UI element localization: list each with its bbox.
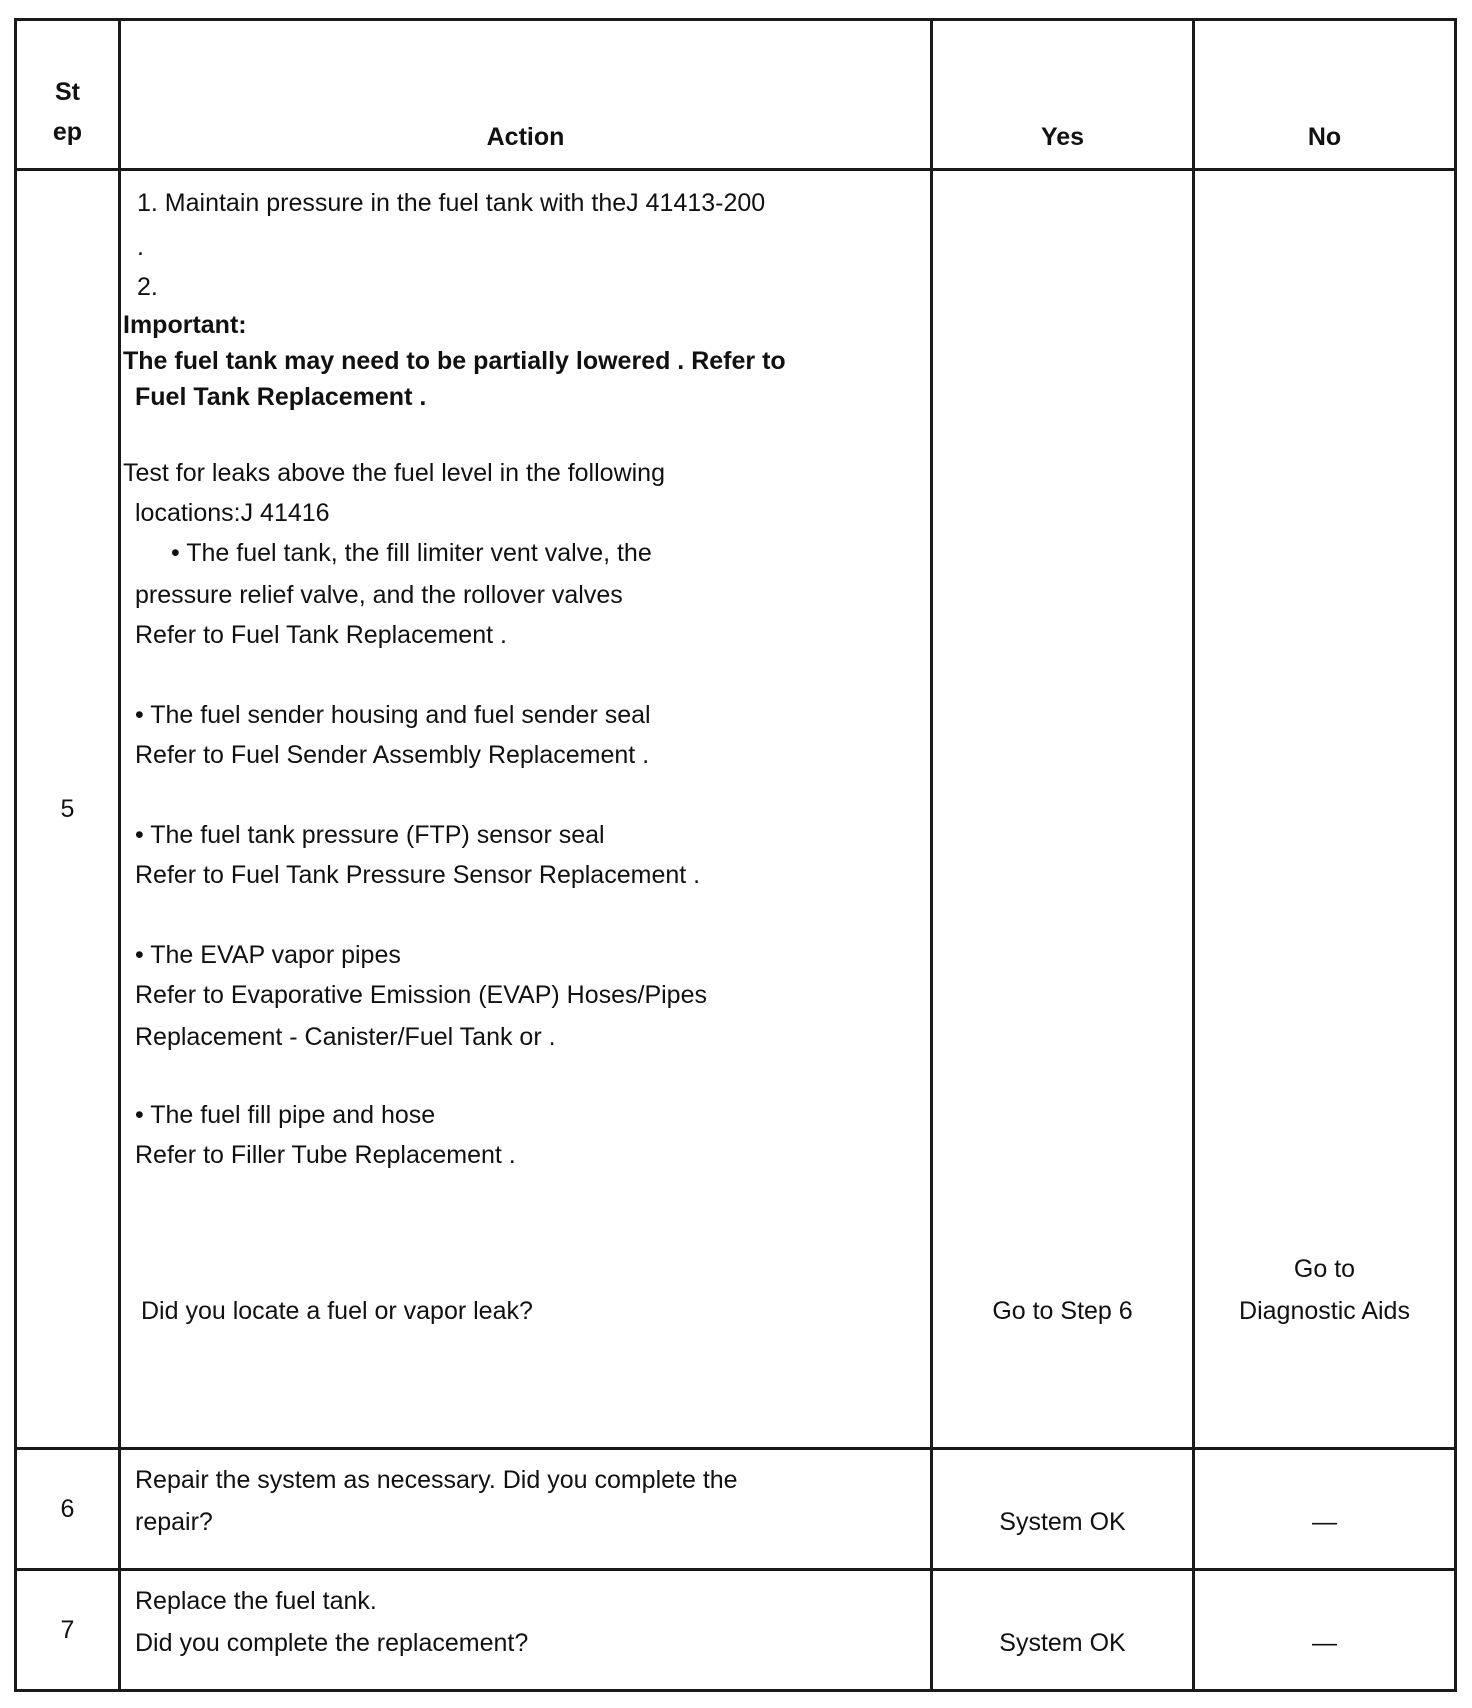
yes-result: System OK — [999, 1629, 1126, 1657]
header-step-line2: ep — [52, 118, 83, 146]
bullet-1-ref: Refer to Fuel Tank Replacement . — [135, 621, 507, 649]
header-step-line1: St — [55, 78, 80, 106]
important-label: Important: — [123, 311, 247, 339]
step-question: Did you locate a fuel or vapor leak? — [141, 1297, 533, 1325]
action-line2: repair? — [135, 1508, 213, 1536]
step-number: 5 — [16, 170, 120, 1449]
action-line1: Replace the fuel tank. — [135, 1587, 377, 1615]
table-row — [16, 1570, 1456, 1691]
no-cell — [1194, 170, 1456, 1449]
header-action: Action — [120, 20, 932, 170]
bullet-2-ref: Refer to Fuel Sender Assembly Replacement . — [135, 741, 650, 769]
yes-cell — [932, 1570, 1194, 1691]
bullet-5-ref: Refer to Filler Tube Replacement . — [135, 1141, 516, 1169]
no-result-line1: Go to — [1293, 1255, 1356, 1283]
important-text-line1: The fuel tank may need to be partially lowered . Refer to — [123, 347, 786, 375]
no-cell — [1194, 1570, 1456, 1691]
important-text-line2: Fuel Tank Replacement . — [135, 383, 427, 411]
no-cell — [1194, 1449, 1456, 1570]
yes-result: Go to Step 6 — [992, 1297, 1133, 1325]
bullet-4-ref-line2: Replacement - Canister/Fuel Tank or . — [135, 1023, 556, 1051]
header-yes: Yes — [932, 20, 1194, 170]
bullet-4-ref-line1: Refer to Evaporative Emission (EVAP) Hoses/Pipes — [135, 981, 707, 1009]
no-result: — — [1312, 1629, 1337, 1657]
action-item-1-dot: . — [137, 233, 144, 261]
action-item-1: 1. Maintain pressure in the fuel tank with theJ 41413-200 — [137, 189, 766, 217]
yes-result: System OK — [999, 1508, 1126, 1536]
bullet-1-line2: pressure relief valve, and the rollover valves — [135, 581, 623, 609]
diagnostic-steps-table — [14, 18, 1457, 1692]
bullet-5-line1: • The fuel fill pipe and hose — [135, 1101, 436, 1129]
header-no: No — [1194, 20, 1456, 170]
header-row — [16, 20, 1456, 170]
action-cell — [120, 1570, 932, 1691]
no-result: — — [1312, 1508, 1337, 1536]
table-row — [16, 1449, 1456, 1570]
step-number: 7 — [16, 1570, 120, 1691]
action-cell — [120, 170, 932, 1449]
action-line2: Did you complete the replacement? — [135, 1629, 529, 1657]
action-item-2: 2. — [137, 273, 158, 301]
bullet-2-line1: • The fuel sender housing and fuel sender seal — [135, 701, 651, 729]
bullet-4-line1: • The EVAP vapor pipes — [135, 941, 401, 969]
test-instruction-line1: Test for leaks above the fuel level in the following — [123, 459, 665, 487]
header-step — [16, 20, 120, 170]
no-result-line2: Diagnostic Aids — [1239, 1297, 1410, 1325]
table-row — [16, 170, 1456, 1449]
action-line1: Repair the system as necessary. Did you complete the — [135, 1466, 738, 1494]
step-number: 6 — [16, 1449, 120, 1570]
bullet-3-line1: • The fuel tank pressure (FTP) sensor seal — [135, 821, 605, 849]
bullet-3-ref: Refer to Fuel Tank Pressure Sensor Replacement . — [135, 861, 701, 889]
bullet-1-line1: • The fuel tank, the fill limiter vent valve, the — [171, 539, 652, 567]
action-cell — [120, 1449, 932, 1570]
yes-cell — [932, 1449, 1194, 1570]
yes-cell — [932, 170, 1194, 1449]
test-instruction-line2: locations:J 41416 — [135, 499, 330, 527]
